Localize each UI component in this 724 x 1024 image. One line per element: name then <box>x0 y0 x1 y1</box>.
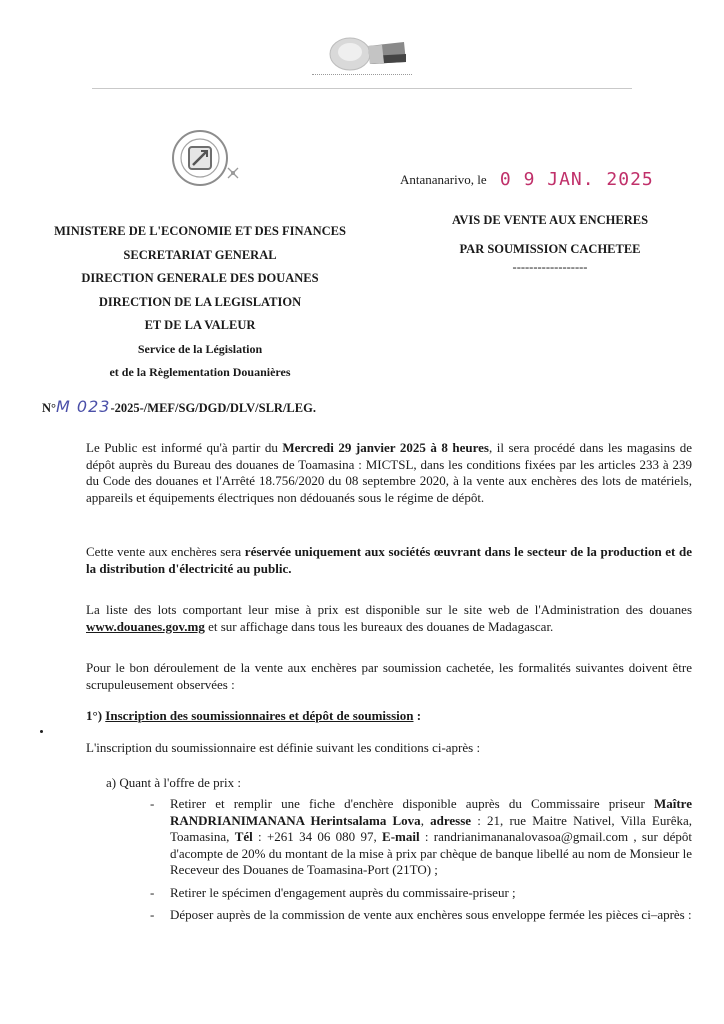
text-span: Cette vente aux enchères sera <box>86 544 245 559</box>
text-span: Le Public est informé qu'à partir du <box>86 440 283 455</box>
notice-title <box>400 210 700 274</box>
text-span: , il sera procédé dans les magasins de dépôt auprès du Bureau des douanes de Toamasina : MICTSL, dans les conditions fixées par les articles 233 à 239 du Code des douanes et l'Arrêté 18.756/2020 du 08 septembre 2020, à la vente aux enchères des lots de matériels, appareils et équipements électriques non dédouanés sous le régime de dépôt. <box>86 440 693 505</box>
reference-number <box>42 397 316 416</box>
ministry-line: DIRECTION GENERALE DES DOUANES <box>81 271 319 285</box>
list-item: - Retirer le spécimen d'engagement auprès du commissaire-priseur ; <box>150 885 692 902</box>
text-span: Retirer et remplir une fiche d'enchère disponible auprès du Commissaire priseur <box>170 796 654 811</box>
reference-handwritten: M 023 <box>56 397 111 416</box>
paragraph-formalities: Pour le bon déroulement de la vente aux enchères par soumission cachetée, les formalités suivantes doivent être scrupuleusement observées : <box>86 660 692 692</box>
section-number: 1°) <box>86 708 106 723</box>
customs-seal-icon <box>158 128 250 190</box>
bullet-list <box>150 796 692 930</box>
paragraph-restriction <box>86 544 692 577</box>
notice-title-underline: ------------------ <box>512 260 588 274</box>
text-span: : 21, rue Maitre Nativel, Villa Eurêka, Toamasina, <box>170 812 692 844</box>
text-span: La liste des lots comportant leur mise à prix est disponible sur le site web de l'Administration des douanes <box>86 602 692 617</box>
section-title: Inscription des soumissionnaires et dépôt de soumission <box>105 708 414 723</box>
ministry-line: Service de la Législation <box>137 341 263 356</box>
email-label: E-mail <box>382 829 420 844</box>
list-item-a: a) Quant à l'offre de prix : <box>106 775 241 790</box>
reference-suffix: -2025-/MEF/SG/DGD/DLV/SLR/LEG. <box>110 401 316 415</box>
section-heading <box>86 708 692 725</box>
text-span: et sur affichage dans tous les bureaux des douanes de Madagascar. <box>204 618 554 634</box>
restriction-text: réservée uniquement aux sociétés œuvrant dans le secteur de la production et de la distribution d'électricité au public. <box>86 544 692 576</box>
auctioneer-name: Maître RANDRIANIMANANA Herintsalama Lova <box>170 796 692 828</box>
emblem-caption <box>312 74 412 77</box>
ministry-line: ET DE LA VALEUR <box>144 318 256 332</box>
list-item <box>150 796 692 879</box>
place-prefix: Antananarivo, le <box>400 172 487 187</box>
ministry-line: DIRECTION DE LA LEGISLATION <box>98 294 302 309</box>
address-label: adresse <box>430 812 472 828</box>
margin-mark <box>40 730 43 733</box>
sale-date: Mercredi 29 janvier 2025 à 8 heures <box>282 440 489 455</box>
phone-label: Tél <box>234 829 253 844</box>
paragraph-intro <box>86 440 692 506</box>
national-emblem-icon <box>308 28 418 78</box>
date-stamp: 0 9 JAN. 2025 <box>499 169 654 190</box>
notice-title-line1: AVIS DE VENTE AUX ENCHERES <box>451 213 649 227</box>
text-span: , <box>420 812 431 828</box>
paragraph-inscription: L'inscription du soumissionnaire est définie suivant les conditions ci-après : <box>86 740 481 755</box>
paragraph-list-availability <box>86 602 692 635</box>
notice-title-line2: PAR SOUMISSION CACHETEE <box>459 242 641 256</box>
ministry-block <box>20 220 380 385</box>
header-rule <box>92 88 632 89</box>
website-link[interactable]: www.douanes.gov.mg <box>86 618 205 634</box>
ministry-line: SECRETARIAT GENERAL <box>123 247 277 262</box>
text-span: : <box>413 708 422 723</box>
text-span: : +261 34 06 080 97, <box>252 829 383 844</box>
place-date <box>400 168 654 189</box>
reference-prefix: N° <box>42 401 57 415</box>
text-span: : randrianimananalovasoa@gmail.com , sur dépôt d'acompte de 20% du montant de la mise à prix par chèque de banque libellé au nom de Monsieur le Receveur des Douanes de Toamasina-Port (21TO) ; <box>170 829 692 877</box>
list-item: - Déposer auprès de la commission de vente aux enchères sous enveloppe fermée les pièces ci–après : <box>150 907 692 924</box>
ministry-line: et de la Règlementation Douanières <box>109 365 291 379</box>
ministry-line: MINISTERE DE L'ECONOMIE ET DES FINANCES <box>54 224 346 238</box>
